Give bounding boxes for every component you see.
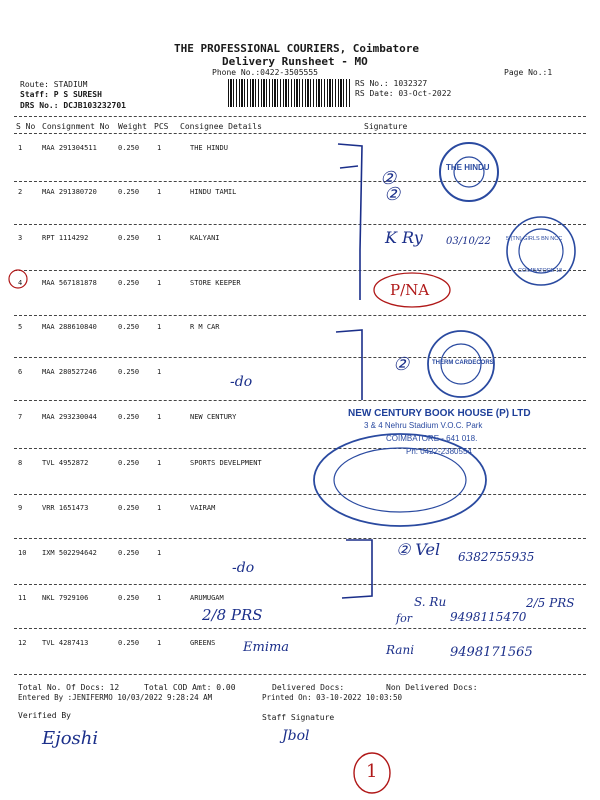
verified-signature: Ejoshi — [42, 728, 99, 749]
col-sno: S No — [16, 122, 36, 131]
hindu-stamp — [437, 140, 501, 204]
row-consignment: TVL 4287413 — [42, 639, 89, 647]
row-consignee: VAIRAM — [190, 504, 216, 512]
row-weight: 0.250 — [118, 144, 140, 152]
ncc-stamp-city: COIMBATORE 18 — [518, 268, 563, 274]
row-consignment: MAA 293230044 — [42, 413, 97, 421]
row-pcs: 1 — [157, 368, 162, 376]
row-sno: 2 — [18, 188, 23, 196]
row10-phone: 6382755935 — [458, 550, 535, 564]
col-consignee: Consignee Details — [180, 122, 262, 131]
row-pcs: 1 — [157, 594, 162, 602]
row-weight: 0.250 — [118, 368, 140, 376]
row11-for: for — [396, 612, 412, 625]
printed-on: Printed On: 03-10-2022 10:03:50 — [262, 693, 402, 702]
row-pcs: 1 — [157, 504, 162, 512]
drs-number: DRS No.: DCJB103232701 — [20, 101, 126, 110]
row-weight: 0.250 — [118, 459, 140, 467]
row-weight: 0.250 — [118, 413, 140, 421]
row12-phone: 9498171565 — [450, 645, 533, 660]
row-consignment: VRR 1651473 — [42, 504, 89, 512]
row-weight: 0.250 — [118, 279, 140, 287]
row-sno: 12 — [18, 639, 27, 647]
row12-name: Emima — [243, 640, 290, 655]
ncc-stamp — [504, 214, 578, 288]
verified-by: Verified By — [18, 711, 71, 720]
row-sno: 10 — [18, 549, 27, 557]
row-consignment: MAA 288610840 — [42, 323, 97, 331]
row-pcs: 1 — [157, 549, 162, 557]
row-sno: 5 — [18, 323, 23, 331]
row3-date: 03/10/22 — [446, 236, 491, 247]
row4-mark: P/NA — [390, 281, 430, 299]
carcare-stamp-text: THERM CARDECORS — [432, 360, 494, 366]
row5-mark: ② — [393, 354, 410, 375]
row-consignee: KALYANI — [190, 234, 220, 242]
nc-address-1: 3 & 4 Nehru Stadium V.O.C. Park — [364, 421, 483, 430]
staff: Staff: P S SURESH — [20, 90, 102, 99]
hindu-stamp-text: THE HINDU — [446, 163, 490, 172]
row1-mark: ② — [380, 168, 397, 189]
row12-name2: Rani — [386, 643, 415, 657]
total-docs: Total No. Of Docs: 12 — [18, 683, 120, 692]
row-pcs: 1 — [157, 323, 162, 331]
row10-ditto: -do — [232, 560, 255, 576]
row11-note: 2/8 PRS — [202, 606, 263, 624]
row10-sign: ② Vel — [396, 540, 441, 559]
row-consignment: MAA 280527246 — [42, 368, 97, 376]
row-weight: 0.250 — [118, 594, 140, 602]
row-sno: 8 — [18, 459, 23, 467]
row-sno: 9 — [18, 504, 23, 512]
row-weight: 0.250 — [118, 188, 140, 196]
row-consignee: SPORTS DEVELPMENT — [190, 459, 262, 467]
row-weight: 0.250 — [118, 549, 140, 557]
row-pcs: 1 — [157, 459, 162, 467]
newcentury-round-stamp — [312, 430, 488, 530]
nc-name: NEW CENTURY BOOK HOUSE (P) LTD — [348, 408, 531, 419]
row-consignment: MAA 291380720 — [42, 188, 97, 196]
nc-address-2: COIMBATORE - 641 018. — [386, 434, 478, 443]
row-consignee: HINDU TAMIL — [190, 188, 237, 196]
phone-number: Phone No.:0422-3505555 — [212, 68, 318, 77]
row3-sign: K Ry — [385, 228, 423, 247]
row-consignment: MAA 567181878 — [42, 279, 97, 287]
company-title: THE PROFESSIONAL COURIERS, Coimbatore — [174, 42, 420, 55]
total-cod: Total COD Amt: 0.00 — [144, 683, 236, 692]
non-delivered-docs: Non Delivered Docs: — [386, 683, 478, 692]
row-consignee: R M CAR — [190, 323, 220, 331]
row-weight: 0.250 — [118, 234, 140, 242]
row-consignee: NEW CENTURY — [190, 413, 237, 421]
row-sno: 11 — [18, 594, 27, 602]
row-sno: 4 — [18, 279, 23, 287]
col-consignment: Consignment No — [42, 122, 110, 131]
row-pcs: 1 — [157, 234, 162, 242]
row-sno: 3 — [18, 234, 23, 242]
row6-ditto: -do — [230, 374, 253, 390]
row-consignment: IXM 502294642 — [42, 549, 97, 557]
row-consignee: STORE KEEPER — [190, 279, 241, 287]
row-consignee: THE HINDU — [190, 144, 228, 152]
staff-signature: Jbol — [282, 728, 310, 744]
col-signature: Signature — [364, 122, 408, 131]
staff-signature-label: Staff Signature — [262, 713, 335, 722]
row-pcs: 1 — [157, 639, 162, 647]
delivered-docs: Delivered Docs: — [272, 683, 345, 692]
route: Route: STADIUM — [20, 80, 88, 89]
row-pcs: 1 — [157, 144, 162, 152]
row-sno: 6 — [18, 368, 23, 376]
row11-name: S. Ru — [414, 595, 447, 609]
row-sno: 7 — [18, 413, 23, 421]
row2-mark: ② — [384, 184, 401, 205]
row-consignment: TVL 4952872 — [42, 459, 89, 467]
row-pcs: 1 — [157, 413, 162, 421]
nc-phone: Ph: 0422-2380554 — [406, 447, 472, 456]
row-consignment: RPT 1114292 — [42, 234, 89, 242]
page-number: Page No.:1 — [504, 68, 553, 77]
row-consignment: MAA 291304511 — [42, 144, 97, 152]
row11-note2: 2/5 PRS — [526, 596, 575, 610]
row-pcs: 1 — [157, 188, 162, 196]
rs-date: RS Date: 03-Oct-2022 — [355, 89, 452, 98]
row-consignee: GREENS — [190, 639, 216, 647]
entered-by: Entered By :JENIFERMO 10/03/2022 9:28:24 AM — [18, 693, 213, 702]
row-consignment: NKL 7929106 — [42, 594, 89, 602]
rs-number: RS No.: 1032327 — [355, 79, 428, 88]
col-pcs: PCS — [154, 122, 169, 131]
row-weight: 0.250 — [118, 504, 140, 512]
row-consignee: ARUMUGAM — [190, 594, 224, 602]
row-weight: 0.250 — [118, 639, 140, 647]
col-weight: Weight — [118, 122, 147, 131]
sheet-title: Delivery Runsheet - MO — [222, 55, 368, 68]
ncc-stamp-text: 5 (TN) GIRLS BN NCC — [506, 236, 563, 242]
row-sno: 1 — [18, 144, 23, 152]
row-weight: 0.250 — [118, 323, 140, 331]
page-circle-number: 1 — [366, 761, 378, 782]
row11-phone: 9498115470 — [450, 610, 527, 624]
row-pcs: 1 — [157, 279, 162, 287]
